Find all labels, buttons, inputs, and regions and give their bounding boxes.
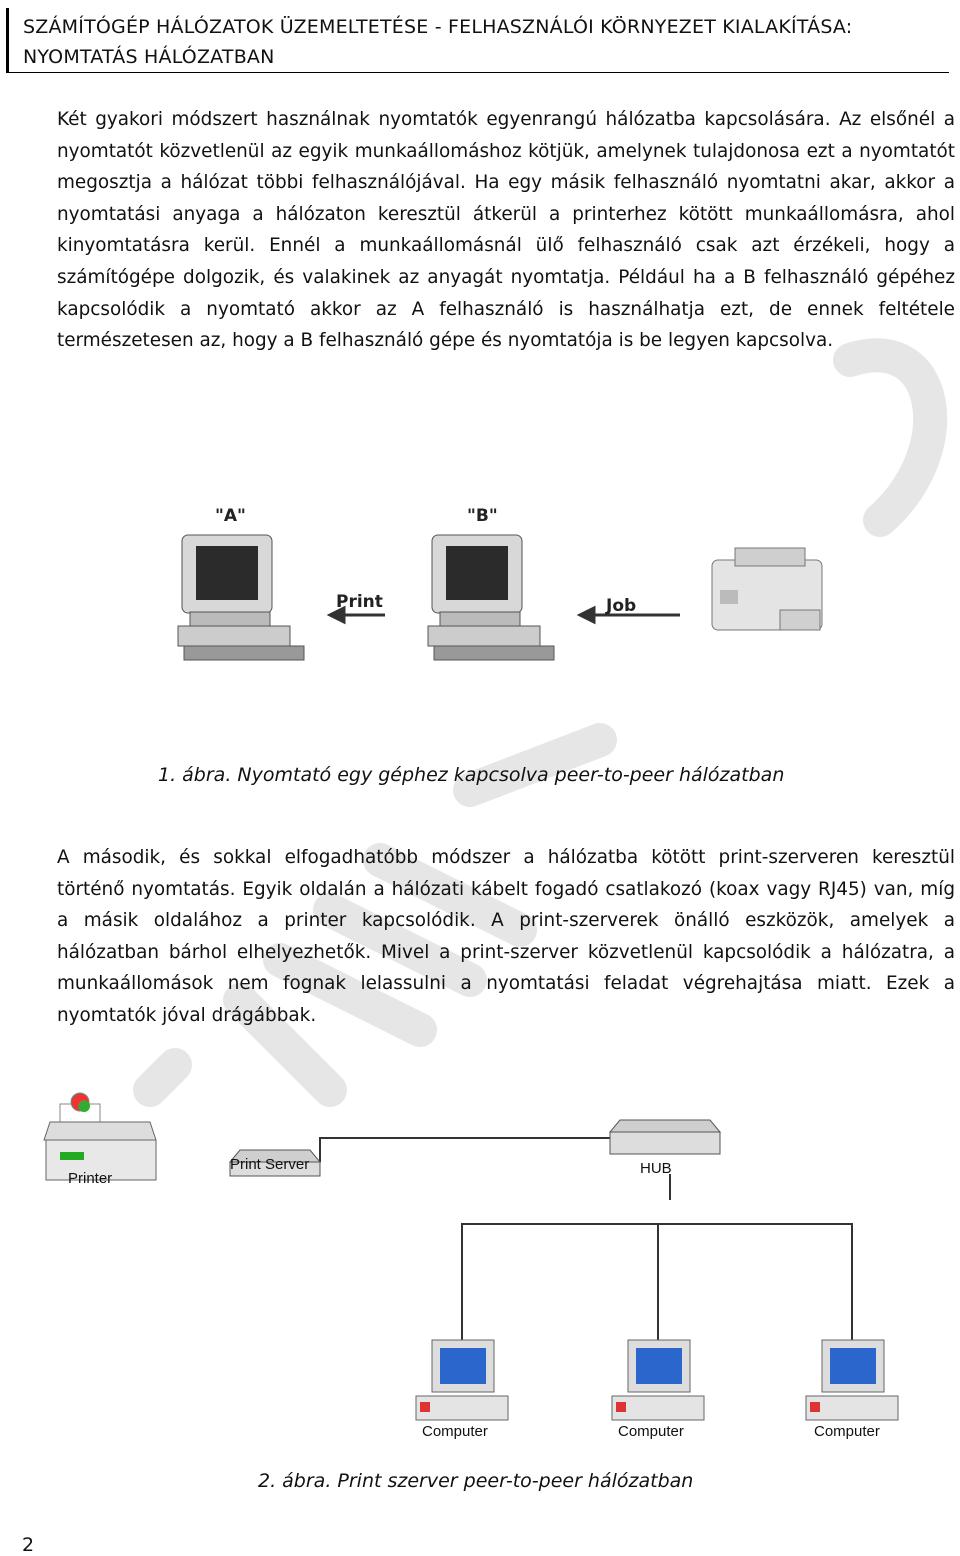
page-number: 2 [22, 1534, 35, 1556]
label-printer: Printer [68, 1170, 113, 1187]
computer-icon-3 [806, 1340, 898, 1420]
figure-2-drawing [40, 1080, 920, 1450]
computer-b-icon [428, 535, 554, 660]
paragraph-2: A második, és sokkal elfogadhatóbb módszer a hálózatba kötött print-szerveren keresztül történő nyomtatás. Egyik oldalán a hálózati kábelt fogadó csatlakozó (koax vagy RJ45) van, míg a másik oldalához a printer kapcsolódik. A print-szerverek önálló eszközök, amelyek a hálózatban bárhol elhelyezhetők. Mivel a print-szerver közvetlenül kapcsolódik a hálózatra, a munkaállomások nem fognak lelassulni a nyomtatási feladat végrehajtása miatt. Ezek a nyomtatók jóval drágábbak. [57, 847, 955, 1026]
label-print: Print [336, 592, 383, 612]
computer-a-icon [178, 535, 304, 660]
label-computer-3: Computer [814, 1423, 880, 1440]
label-b: "B" [467, 506, 498, 526]
printer-icon [712, 548, 822, 630]
label-job: Job [606, 596, 637, 616]
label-a: "A" [215, 506, 246, 526]
page-header [6, 8, 949, 73]
header-line-1: SZÁMÍTÓGÉP HÁLÓZATOK ÜZEMELTETÉSE - FELHASZNÁLÓI KÖRNYEZET KIALAKÍTÁSA: [23, 16, 853, 38]
figure-1 [160, 490, 840, 690]
network-cables [320, 1132, 852, 1340]
label-computer-1: Computer [422, 1423, 488, 1440]
paragraph-1: Két gyakori módszert használnak nyomtatók egyenrangú hálózatba kapcsolására. Az elsőnél a nyomtatót közvetlenül az egyik munkaállomáshoz kötjük, amelynek tulajdonosa ezt a nyomtatót megosztja a hálózat többi felhasználójával. Ha egy másik felhasználó nyomtatni akar, akkor a nyomtatási anyaga a hálózaton keresztül átkerül a printerhez kötött munkaállomásra, ahol kinyomtatásra kerül. Ennél a munkaállomásnál ülő felhasználó csak azt érzékeli, hogy a számítógépe dolgozik, és valakinek az anyagát nyomtatja. Például ha a B felhasználó gépéhez kapcsolódik a nyomtató akkor az A felhasználó is használhatja ezt, de ennek feltétele természetesen az, hogy a B felhasználó gépe és nyomtatója is be legyen kapcsolva. [57, 109, 955, 352]
hub-icon [610, 1120, 720, 1154]
figure-1-drawing [160, 490, 840, 690]
figure-1-caption: 1. ábra. Nyomtató egy géphez kapcsolva peer-to-peer hálózatban [158, 764, 785, 786]
figure-2-caption: 2. ábra. Print szerver peer-to-peer hálózatban [258, 1470, 694, 1492]
header-line-2: NYOMTATÁS HÁLÓZATBAN [23, 46, 275, 68]
label-hub: HUB [640, 1160, 672, 1177]
computer-icon-1 [416, 1340, 508, 1420]
computer-icon-2 [612, 1340, 704, 1420]
label-computer-2: Computer [618, 1423, 684, 1440]
printer-icon [44, 1093, 156, 1180]
figure-2 [40, 1080, 920, 1450]
label-print-server: Print Server [230, 1156, 310, 1173]
